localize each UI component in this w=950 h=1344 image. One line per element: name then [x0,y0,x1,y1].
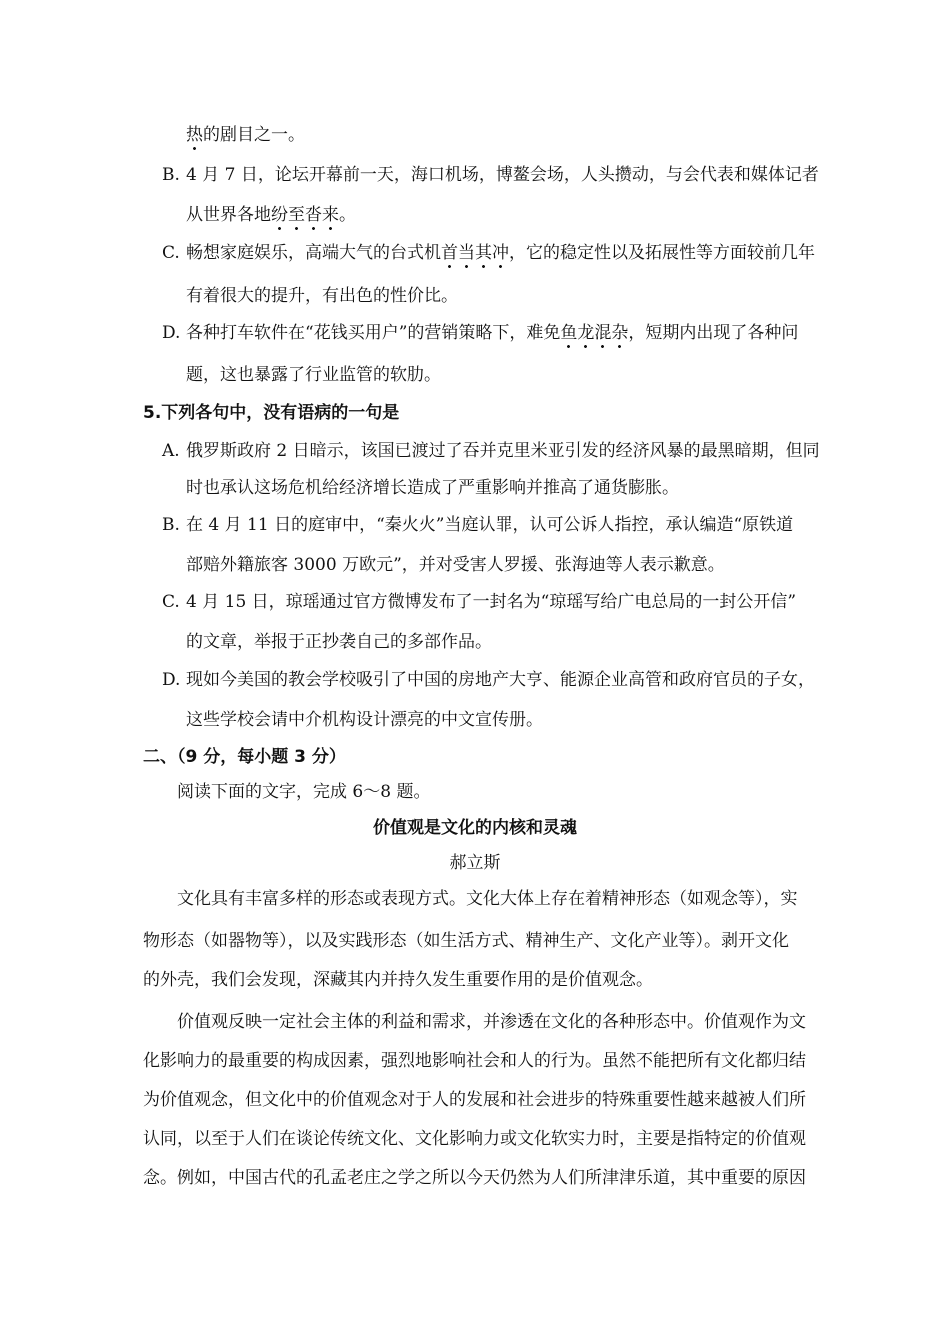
q4-option-b-label: B. [162,165,180,185]
q5-option-c-line2: 的文章，举报于正抄袭自己的多部作品。 [186,632,492,652]
article-title: 价值观是文化的内核和灵魂 [373,818,577,838]
article-line: 文化具有丰富多样的形态或表现方式。文化大体上存在着精神形态（如观念等），实 [177,889,798,909]
q5-option-b-label: B. [162,515,180,535]
article-line: 物形态（如器物等），以及实践形态（如生活方式、精神生产、文化产业等）。剥开文化 [143,931,789,951]
article-line: 念。例如，中国古代的孔孟老庄之学之所以今天仍然为人们所津津乐道，其中重要的原因 [143,1168,806,1188]
q4-option-c-label: C. [162,243,180,263]
q4-option-d-label: D. [162,323,181,343]
article-author: 郝立斯 [449,853,501,873]
article-line: 化影响力的最重要的构成因素，强烈地影响社会和人的行为。虽然不能把所有文化都归结 [143,1051,806,1071]
article-line: 的外壳，我们会发现，深藏其内并持久发生重要作用的是价值观念。 [143,970,653,990]
article-line: 为价值观念，但文化中的价值观念对于人的发展和社会进步的特殊重要性越来越被人们所 [143,1090,806,1110]
q4-option-d-line1: 各种打车软件在“花钱买用户”的营销策略下，难免鱼龙混杂，短期内出现了各种问 [186,323,798,343]
q5-option-c-line1: 4 月 15 日，琼瑶通过官方微博发布了一封名为“琼瑶写给广电总局的一封公开信” [186,592,797,612]
q4-option-b-line2: 从世界各地纷至沓来。 [186,205,356,225]
q5-stem: 5.下列各句中，没有语病的一句是 [143,403,400,423]
dotted-emphasis: 首当其冲 [441,243,509,269]
q4-a-continuation: 热的剧目之一。 [186,125,305,145]
reading-instruction: 阅读下面的文字，完成 6～8 题。 [177,782,431,802]
q5-option-d-line2: 这些学校会请中介机构设计漂亮的中文宣传册。 [186,710,543,730]
article-line: 认同，以至于人们在谈论传统文化、文化影响力或文化软实力时，主要是指特定的价值观 [143,1129,806,1149]
q4-option-b-line1: 4 月 7 日，论坛开幕前一天，海口机场，博鳌会场，人头攒动，与会代表和媒体记者 [186,165,819,185]
q5-option-b-line1: 在 4 月 11 日的庭审中，“秦火火”当庭认罪，认可公诉人指控，承认编造“原铁道 [186,515,794,535]
dotted-emphasis: 热 [186,125,203,151]
q4-option-c-line2: 有着很大的提升，有出色的性价比。 [186,286,458,306]
q5-option-d-line1: 现如今美国的教会学校吸引了中国的房地产大亨、能源企业高管和政府官员的子女， [186,670,815,690]
dotted-emphasis: 纷至沓来 [271,205,339,231]
q4-option-d-line2: 题，这也暴露了行业监管的软肋。 [186,365,441,385]
dotted-emphasis: 鱼龙混杂 [560,323,628,349]
section-heading: 二、（9 分，每小题 3 分） [143,747,346,767]
q5-option-a-line2: 时也承认这场危机给经济增长造成了严重影响并推高了通货膨胀。 [186,478,679,498]
q5-option-b-line2: 部赔外籍旅客 3000 万欧元”，并对受害人罗援、张海迪等人表示歉意。 [186,555,725,575]
q5-option-c-label: C. [162,592,180,612]
q4-option-c-line1: 畅想家庭娱乐，高端大气的台式机首当其冲，它的稳定性以及拓展性等方面较前几年 [186,243,815,263]
q5-option-a-label: A. [162,441,180,461]
article-line: 价值观反映一定社会主体的利益和需求，并渗透在文化的各种形态中。价值观作为文 [177,1012,806,1032]
q5-option-a-line1: 俄罗斯政府 2 日暗示，该国已渡过了吞并克里米亚引发的经济风暴的最黑暗期，但同 [186,441,820,461]
q5-option-d-label: D. [162,670,181,690]
